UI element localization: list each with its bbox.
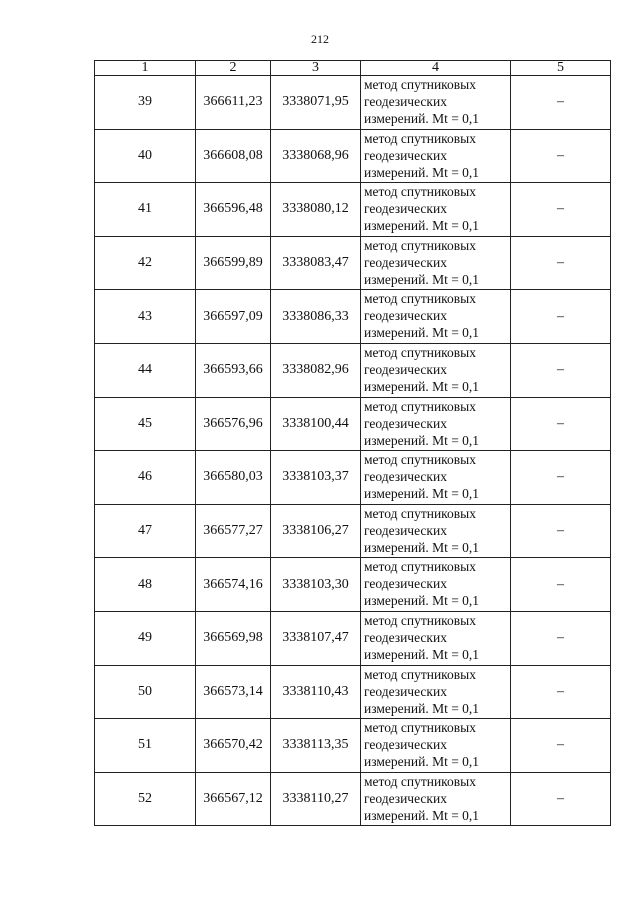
header-col-5: 5 (511, 61, 611, 76)
method-line: метод спутниковых (364, 559, 476, 575)
y-coordinate-cell: 3338086,33 (271, 290, 361, 344)
x-coordinate-cell: 366574,16 (196, 558, 271, 612)
table-body (95, 76, 611, 826)
method-line: геодезических (364, 147, 447, 163)
method-cell (361, 504, 511, 558)
method-line: измерений. Mt = 0,1 (364, 539, 480, 555)
table-row (95, 611, 611, 665)
x-coordinate-cell: 366580,03 (196, 451, 271, 505)
note-cell: – (511, 558, 611, 612)
table-row (95, 665, 611, 719)
note-cell: – (511, 719, 611, 773)
y-coordinate-cell: 3338110,27 (271, 772, 361, 826)
method-line: метод спутниковых (364, 344, 476, 360)
method-line: геодезических (364, 790, 447, 806)
method-cell (361, 236, 511, 290)
method-line: измерений. Mt = 0,1 (364, 593, 480, 609)
x-coordinate-cell: 366573,14 (196, 665, 271, 719)
method-line: измерений. Mt = 0,1 (364, 378, 480, 394)
method-line: измерений. Mt = 0,1 (364, 807, 480, 823)
x-coordinate-cell: 366567,12 (196, 772, 271, 826)
point-number-cell: 40 (95, 129, 196, 183)
note-cell: – (511, 290, 611, 344)
point-number-cell: 43 (95, 290, 196, 344)
x-coordinate-cell: 366569,98 (196, 611, 271, 665)
method-line: метод спутниковых (364, 452, 476, 468)
y-coordinate-cell: 3338083,47 (271, 236, 361, 290)
coordinates-table (94, 60, 611, 826)
method-cell (361, 129, 511, 183)
y-coordinate-cell: 3338071,95 (271, 76, 361, 130)
table-row (95, 397, 611, 451)
method-line: метод спутниковых (364, 505, 476, 521)
method-line: метод спутниковых (364, 77, 476, 92)
method-line: измерений. Mt = 0,1 (364, 700, 480, 716)
point-number-cell: 51 (95, 719, 196, 773)
note-cell: – (511, 611, 611, 665)
y-coordinate-cell: 3338110,43 (271, 665, 361, 719)
method-line: геодезических (364, 361, 447, 377)
method-line: измерений. Mt = 0,1 (364, 111, 480, 126)
point-number-cell: 47 (95, 504, 196, 558)
table-row (95, 290, 611, 344)
point-number-cell: 52 (95, 772, 196, 826)
note-cell: – (511, 665, 611, 719)
x-coordinate-cell: 366596,48 (196, 183, 271, 237)
table-row (95, 129, 611, 183)
x-coordinate-cell: 366608,08 (196, 129, 271, 183)
x-coordinate-cell: 366611,23 (196, 76, 271, 130)
method-line: метод спутниковых (364, 666, 476, 682)
note-cell: – (511, 236, 611, 290)
table-row (95, 504, 611, 558)
header-col-2: 2 (196, 61, 271, 76)
note-cell: – (511, 76, 611, 130)
method-cell (361, 611, 511, 665)
y-coordinate-cell: 3338106,27 (271, 504, 361, 558)
method-line: геодезических (364, 415, 447, 431)
method-line: метод спутниковых (364, 237, 476, 253)
method-line: геодезических (364, 254, 447, 270)
method-line: геодезических (364, 308, 447, 324)
method-cell (361, 558, 511, 612)
method-line: метод спутниковых (364, 398, 476, 414)
y-coordinate-cell: 3338107,47 (271, 611, 361, 665)
x-coordinate-cell: 366570,42 (196, 719, 271, 773)
method-line: метод спутниковых (364, 773, 476, 789)
y-coordinate-cell: 3338068,96 (271, 129, 361, 183)
y-coordinate-cell: 3338082,96 (271, 343, 361, 397)
note-cell: – (511, 129, 611, 183)
point-number-cell: 48 (95, 558, 196, 612)
y-coordinate-cell: 3338100,44 (271, 397, 361, 451)
point-number-cell: 39 (95, 76, 196, 130)
y-coordinate-cell: 3338103,37 (271, 451, 361, 505)
header-col-4: 4 (361, 61, 511, 76)
y-coordinate-cell: 3338080,12 (271, 183, 361, 237)
note-cell: – (511, 451, 611, 505)
method-cell (361, 772, 511, 826)
method-line: геодезических (364, 522, 447, 538)
method-cell (361, 397, 511, 451)
method-cell (361, 665, 511, 719)
method-line: измерений. Mt = 0,1 (364, 432, 480, 448)
table-row (95, 76, 611, 130)
method-line: геодезических (364, 737, 447, 753)
point-number-cell: 50 (95, 665, 196, 719)
method-cell (361, 290, 511, 344)
method-line: измерений. Mt = 0,1 (364, 325, 480, 341)
note-cell: – (511, 343, 611, 397)
table-row (95, 236, 611, 290)
header-col-1: 1 (95, 61, 196, 76)
x-coordinate-cell: 366597,09 (196, 290, 271, 344)
method-line: метод спутниковых (364, 130, 476, 146)
method-line: геодезических (364, 576, 447, 592)
table-row (95, 343, 611, 397)
note-cell: – (511, 504, 611, 558)
method-line: метод спутниковых (364, 184, 476, 200)
method-line: геодезических (364, 94, 447, 109)
point-number-cell: 49 (95, 611, 196, 665)
method-line: метод спутниковых (364, 720, 476, 736)
note-cell: – (511, 772, 611, 826)
method-line: метод спутниковых (364, 291, 476, 307)
note-cell: – (511, 183, 611, 237)
point-number-cell: 41 (95, 183, 196, 237)
method-cell (361, 451, 511, 505)
page-number: 212 (311, 32, 329, 46)
x-coordinate-cell: 366577,27 (196, 504, 271, 558)
method-line: геодезических (364, 201, 447, 217)
x-coordinate-cell: 366599,89 (196, 236, 271, 290)
method-line: измерений. Mt = 0,1 (364, 646, 480, 662)
table-row (95, 451, 611, 505)
method-cell (361, 719, 511, 773)
method-line: метод спутниковых (364, 612, 476, 628)
table-row (95, 558, 611, 612)
method-line: геодезических (364, 683, 447, 699)
method-line: измерений. Mt = 0,1 (364, 486, 480, 502)
header-row (95, 61, 611, 76)
note-cell: – (511, 397, 611, 451)
method-line: геодезических (364, 469, 447, 485)
point-number-cell: 46 (95, 451, 196, 505)
method-line: измерений. Mt = 0,1 (364, 164, 480, 180)
method-cell (361, 183, 511, 237)
point-number-cell: 42 (95, 236, 196, 290)
table-row (95, 719, 611, 773)
method-cell (361, 343, 511, 397)
x-coordinate-cell: 366576,96 (196, 397, 271, 451)
y-coordinate-cell: 3338113,35 (271, 719, 361, 773)
point-number-cell: 44 (95, 343, 196, 397)
method-line: измерений. Mt = 0,1 (364, 218, 480, 234)
point-number-cell: 45 (95, 397, 196, 451)
method-line: измерений. Mt = 0,1 (364, 754, 480, 770)
y-coordinate-cell: 3338103,30 (271, 558, 361, 612)
header-col-3: 3 (271, 61, 361, 76)
method-cell (361, 76, 511, 130)
method-line: измерений. Mt = 0,1 (364, 271, 480, 287)
table-row (95, 183, 611, 237)
method-line: геодезических (364, 629, 447, 645)
table-row (95, 772, 611, 826)
x-coordinate-cell: 366593,66 (196, 343, 271, 397)
